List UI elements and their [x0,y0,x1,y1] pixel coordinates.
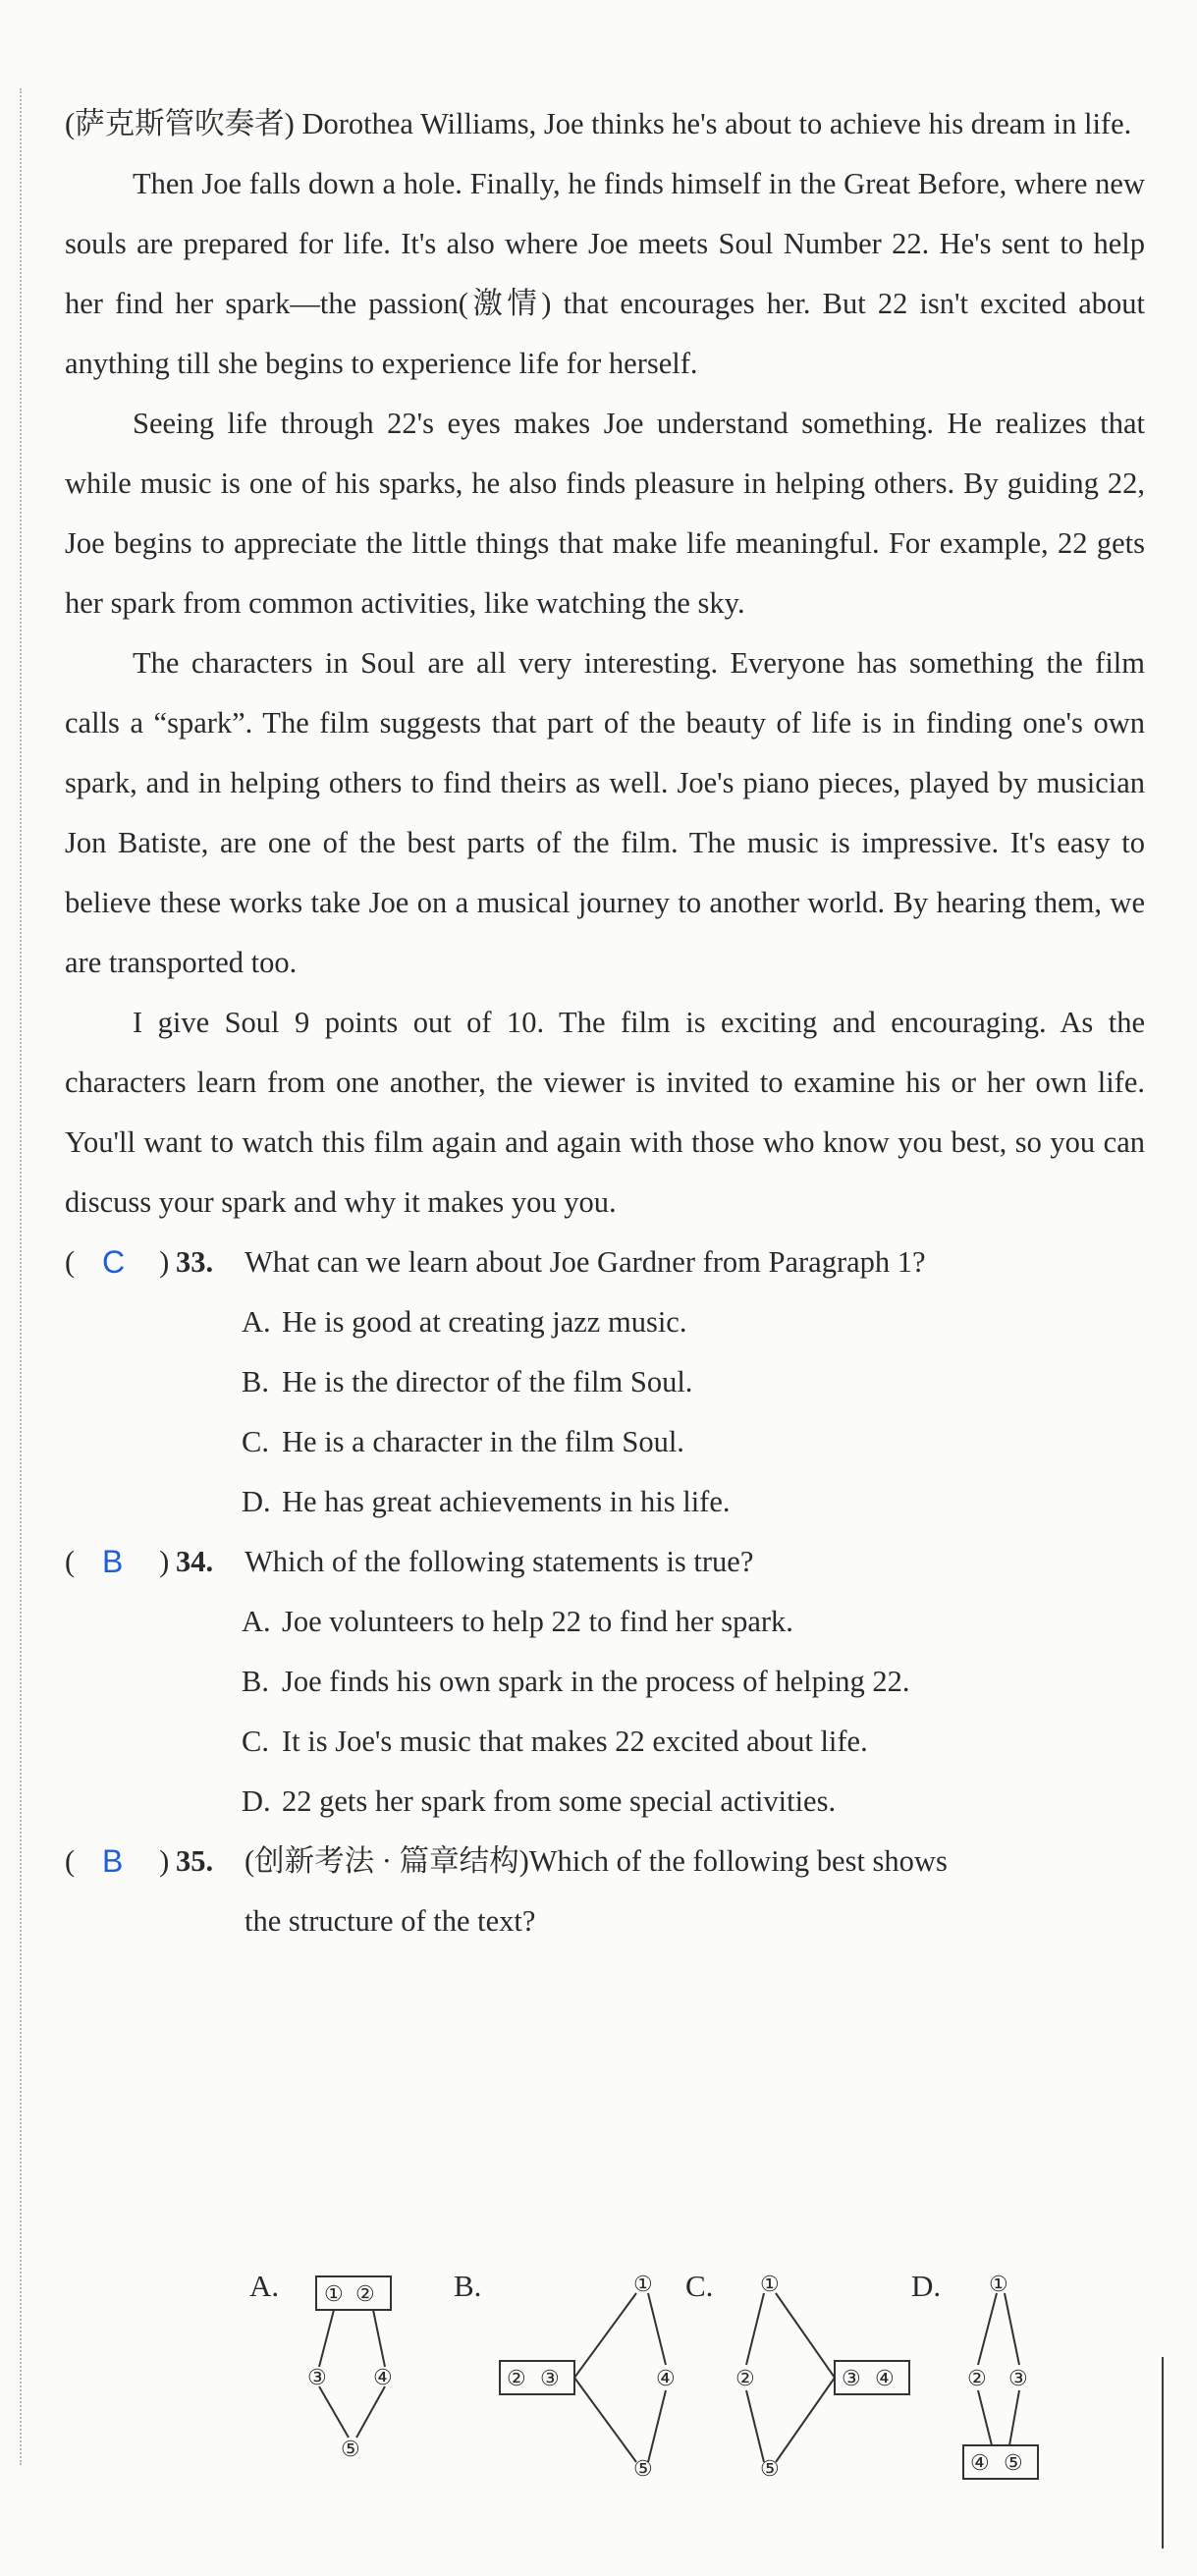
page-content [65,94,1145,1951]
node-1: ① [760,2273,780,2297]
node-2: ② [967,2367,987,2391]
diagram-c-edge [776,2293,835,2378]
node-4: ④ [875,2367,895,2391]
paragraph-4: The characters in Soul are all very interesting. Everyone has something the film calls a “spark”. The film suggests that part of the beauty of life is in finding one's own spark, and in helping others to find theirs as well. Joe's piano pieces, played by musician Jon Batiste, are one of the best parts of the film. The music is impressive. It's easy to believe these works take Joe on a musical journey to another world. By hearing them, we are transported too. [65,646,1145,979]
option-a: A. He is good at creating jazz music. [242,1305,687,1339]
diagram-b-label: B. [454,2269,482,2303]
margin-dotted-line [20,88,22,2465]
option-b: B. He is the director of the film Soul. [242,1365,693,1398]
answer-bracket: ( ) [65,1844,170,1878]
paragraph-2: Then Joe falls down a hole. Finally, he finds himself in the Great Before, where new souls are prepared for life. It's also where Joe meets Soul Number 22. He's sent to help her find her spark—the passion(激情) that encourages her. But 22 isn't excited about anything till she begins to experience life for herself. [65,167,1145,380]
diagram-a-label: A. [249,2269,280,2303]
answer-bracket: ( ) [65,1245,170,1279]
diagram-c-edge [746,2293,764,2365]
question-33 [65,1233,1145,1292]
diagram-a-edge [373,2310,385,2367]
node-4: ④ [656,2367,676,2391]
node-3: ③ [540,2367,560,2391]
question-number: 35. [176,1844,214,1878]
question-number: 34. [176,1545,214,1578]
node-1: ① [989,2273,1008,2297]
question-text: (创新考法 · 篇章结构)Which of the following best shows [245,1844,948,1878]
diagram-c-label: C. [685,2269,714,2303]
diagram-canvas [0,2259,1197,2485]
answer-mark: B [102,1843,124,1879]
diagram-a-edge [319,2386,349,2438]
diagram-a-edge [319,2310,334,2367]
option-d: D. He has great achievements in his life. [242,1485,731,1518]
node-4: ④ [970,2451,990,2476]
node-4: ④ [373,2366,393,2390]
question-35 [65,1832,1145,1891]
node-5: ⑤ [1004,2451,1023,2476]
node-5: ⑤ [760,2457,780,2482]
option-b: B. Joe finds his own spark in the process of helping 22. [242,1665,910,1698]
question-34 [65,1532,1145,1592]
question-text: Which of the following statements is true? [245,1545,754,1578]
diagram-b-edge [648,2390,666,2462]
diagram-b-edge [574,2378,636,2462]
diagram-c-edge [776,2378,835,2462]
diagram-c-edge [746,2390,764,2462]
answer-mark: C [102,1244,126,1280]
node-3: ③ [307,2366,327,2390]
diagram-b-edge [574,2293,636,2378]
structure-diagrams [0,2259,1197,2485]
paragraph-1: (萨克斯管吹奏者) Dorothea Williams, Joe thinks he's about to achieve his dream in life. [65,107,1132,140]
node-2: ② [507,2367,526,2391]
answer-bracket: ( ) [65,1545,170,1578]
diagram-d-label: D. [911,2269,942,2303]
node-5: ⑤ [341,2438,360,2462]
option-d: D. 22 gets her spark from some special activities. [242,1784,837,1818]
answer-mark: B [102,1544,124,1579]
diagram-d-edge [1009,2390,1019,2445]
option-a: A. Joe volunteers to help 22 to find her spark. [242,1605,793,1638]
option-c: C. It is Joe's music that makes 22 excited about life. [242,1725,868,1758]
node-3: ③ [842,2367,861,2391]
paragraph-5: I give Soul 9 points out of 10. The film is exciting and encouraging. As the characters learn from one another, the viewer is invited to examine his or her own life. You'll want to watch this film again and again with those who know you best, so you can discuss your spark and why it makes you you. [65,1006,1145,1219]
diagram-a-edge [356,2386,385,2438]
node-1: ① [324,2282,344,2307]
node-5: ⑤ [633,2457,653,2482]
node-3: ③ [1008,2367,1028,2391]
diagram-d-edge [978,2293,997,2365]
diagram-b-edge [648,2293,666,2365]
option-c: C. He is a character in the film Soul. [242,1425,684,1458]
diagram-d-edge [978,2390,992,2445]
question-text-continued: the structure of the text? [245,1904,536,1938]
diagram-d-edge [1005,2293,1019,2365]
question-text: What can we learn about Joe Gardner from Paragraph 1? [245,1245,926,1279]
node-2: ② [355,2282,375,2307]
question-number: 33. [176,1245,214,1279]
node-2: ② [735,2367,755,2391]
paragraph-3: Seeing life through 22's eyes makes Joe understand something. He realizes that while music is one of his sparks, he also finds pleasure in helping others. By guiding 22, Joe begins to appreciate the little things that make life meaningful. For example, 22 gets her spark from common activities, like watching the sky. [65,407,1145,620]
node-1: ① [633,2273,653,2297]
